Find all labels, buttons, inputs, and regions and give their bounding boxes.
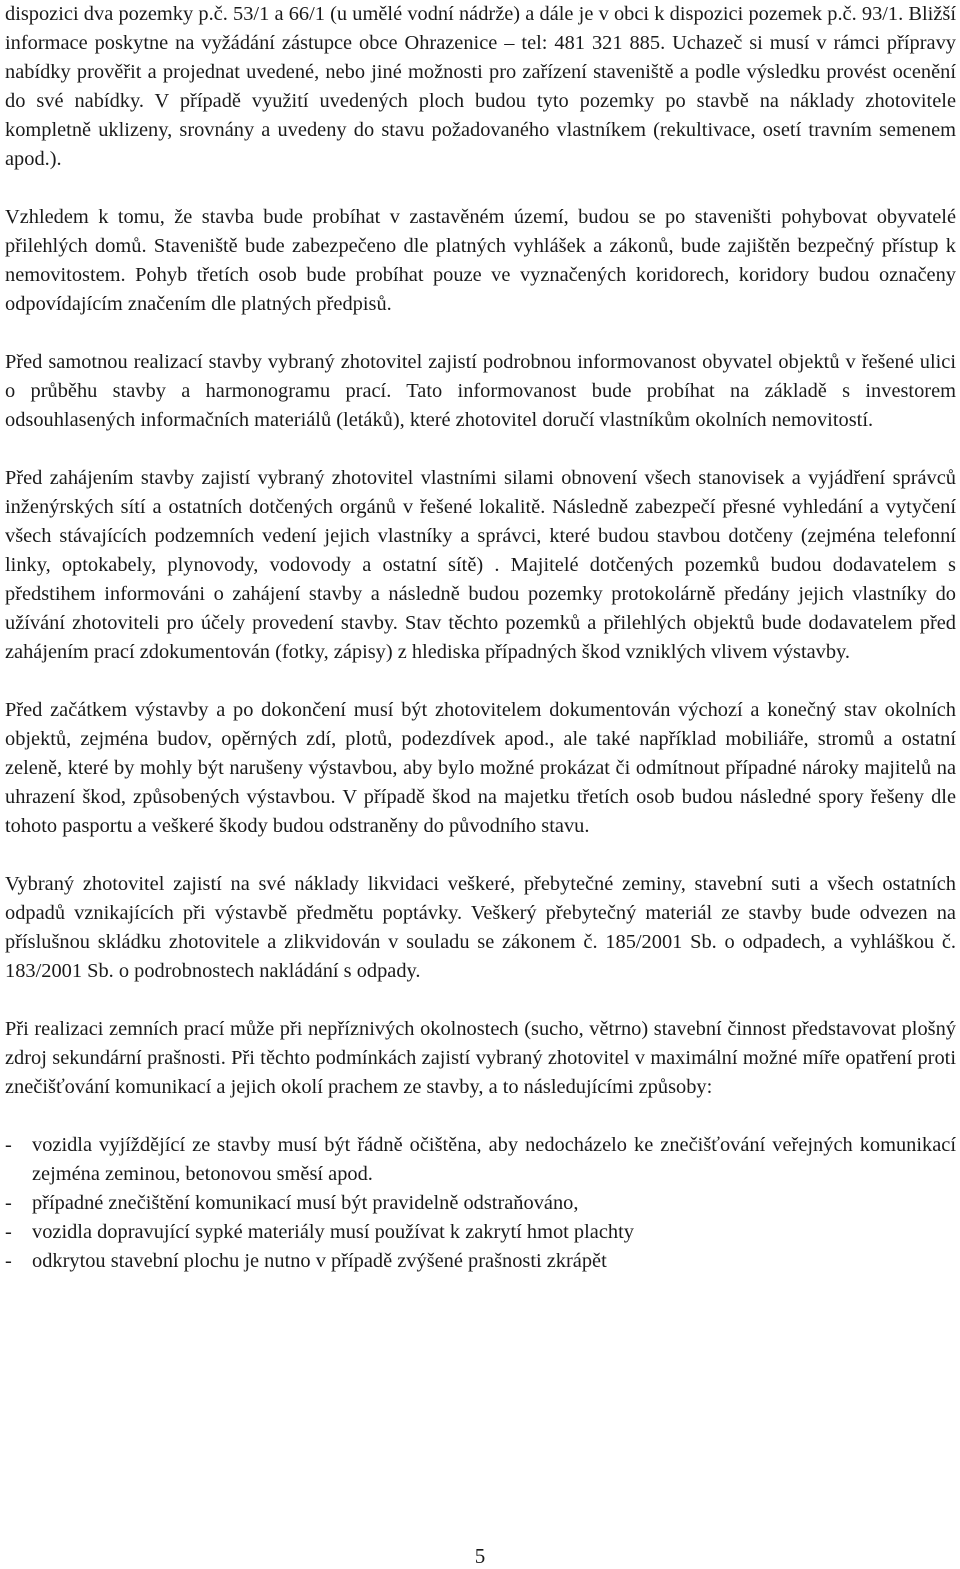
list-item	[5, 1218, 956, 1247]
paragraph-condition-documentation: Před začátkem výstavby a po dokončení musí být zhotovitelem dokumentován výchozí a konečný stav okolních objektů, zejména budov, opěrných zdí, plotů, podezdívek apod., ale také například mobiliáře, stromů a ostatní zeleně, které by mohly být narušeny výstavbou, aby bylo možné prokázat či odmítnout případné nároky majitelů na uhrazení škod, způsobených výstavbou. V případě škod na majetku třetích osob budou následné spory řešeny dle tohoto pasportu a veškeré škody budou odstraněny do původního stavu.	[5, 699, 956, 837]
list-item-text: vozidla vyjíždějící ze stavby musí být řádně očištěna, aby nedocházelo ke znečišťování veřejných komunikací zejména zeminou, betonovou směsí apod.	[32, 1134, 956, 1185]
bullet-dash: -	[5, 1250, 12, 1272]
list-item-text: případné znečištění komunikací musí být pravidelně odstraňováno,	[32, 1192, 579, 1214]
bullet-dash: -	[5, 1192, 12, 1214]
paragraph-waste-disposal: Vybraný zhotovitel zajistí na své náklady likvidaci veškeré, přebytečné zeminy, stavební suti a všech ostatních odpadů vznikajících při výstavbě předmětu poptávky. Veškerý přebytečný materiál ze stavby bude odvezen na příslušnou skládku zhotovitele a zlikvidován v souladu se zákonem č. 185/2001 Sb. o odpadech, a vyhláškou č. 183/2001 Sb. o podrobnostech nakládání s odpady.	[5, 873, 956, 982]
paragraph-residents-movement: Vzhledem k tomu, že stavba bude probíhat v zastavěném území, budou se po staveništi pohybovat obyvatelé přilehlých domů. Staveniště bude zabezpečeno dle platných vyhlášek a zákonů, bude zajištěn bezpečný přístup k nemovitostem. Pohyb třetích osob bude probíhat pouze ve vyznačených koridorech, koridory budou označeny odpovídajícím značením dle platných předpisů.	[5, 206, 956, 315]
list-item	[5, 1189, 956, 1218]
list-item-text: vozidla dopravující sypké materiály musí používat k zakrytí hmot plachty	[32, 1221, 634, 1243]
dust-measures-list	[5, 1131, 956, 1276]
list-item	[5, 1131, 956, 1189]
list-item	[5, 1247, 956, 1276]
page-number: 5	[474, 1544, 486, 1568]
paragraph-residents-information: Před samotnou realizací stavby vybraný zhotovitel zajistí podrobnou informovanost obyvatel objektů v řešené ulici o průběhu stavby a harmonogramu prací. Tato informovanost bude probíhat na základě s investorem odsouhlasených informačních materiálů (letáků), které zhotovitel doručí vlastníkům okolních nemovitostí.	[5, 351, 956, 431]
paragraph-utility-statements: Před zahájením stavby zajistí vybraný zhotovitel vlastními silami obnovení všech stanovisek a vyjádření správců inženýrských sítí a ostatních dotčených orgánů v řešené lokalitě. Následně zabezpečí přesné vyhledání a vytyčení všech stávajících podzemních vedení jejich vlastníky a správci, které budou stavbou dotčeny (zejména telefonní linky, optokabely, plynovody, vodovody a ostatní sítě) . Majitelé dotčených pozemků budou dodavatelem s předstihem informováni o zahájení stavby a následně budou pozemky protokolárně předány jejich vlastníky do užívání zhotoviteli pro účely provedení stavby. Stav těchto pozemků a přilehlých objektů bude dodavatelem před zahájením prací zdokumentován (fotky, zápisy) z hlediska případných škod vzniklých vlivem výstavby.	[5, 467, 956, 663]
bullet-dash: -	[5, 1221, 12, 1243]
paragraph-dust-measures: Při realizaci zemních prací může při nepříznivých okolnostech (sucho, větrno) stavební činnost představovat plošný zdroj sekundární prašnosti. Při těchto podmínkách zajistí vybraný zhotovitel v maximální možné míře opatření proti znečišťování komunikací a jejich okolí prachem ze stavby, a to následujícími způsoby:	[5, 1018, 956, 1098]
paragraph-site-facilities: dispozici dva pozemky p.č. 53/1 a 66/1 (u umělé vodní nádrže) a dále je v obci k dispozici pozemek p.č. 93/1. Bližší informace poskytne na vyžádání zástupce obce Ohrazenice – tel: 481 321 885. Uchazeč si musí v rámci přípravy nabídky prověřit a projednat uvedené, nebo jiné možnosti pro zařízení staveniště a podle výsledku provést ocenění do své nabídky. V případě využití uvedených ploch budou tyto pozemky po stavbě na náklady zhotovitele kompletně uklizeny, srovnány a uvedeny do stavu požadovaného vlastníkem (rekultivace, osetí travním semenem apod.).	[5, 3, 956, 170]
document-page	[5, 0, 956, 1276]
list-item-text: odkrytou stavební plochu je nutno v případě zvýšené prašnosti zkrápět	[32, 1250, 607, 1272]
bullet-dash: -	[5, 1134, 12, 1156]
